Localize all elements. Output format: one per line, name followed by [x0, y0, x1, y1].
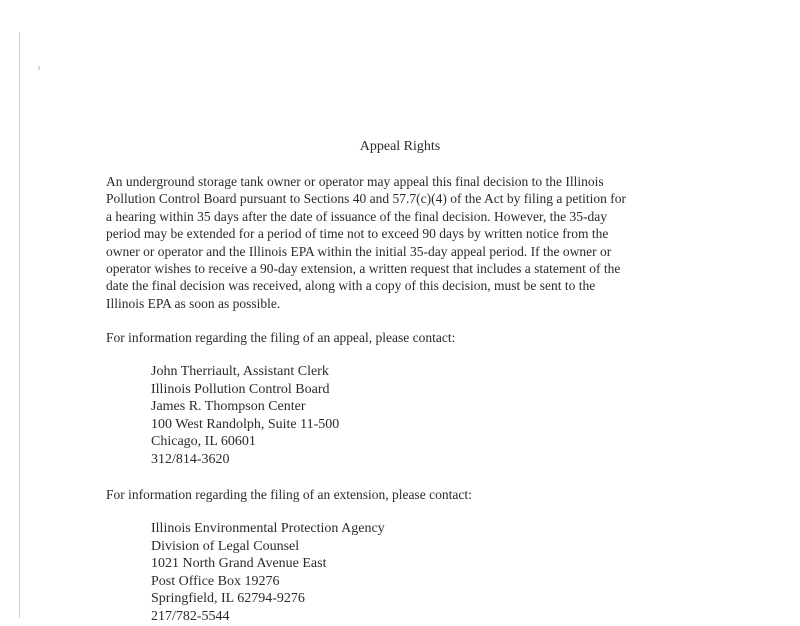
extension-contact-address [151, 520, 385, 626]
address-line: James R. Thompson Center [151, 399, 306, 415]
address-line: Illinois Environmental Protection Agency [151, 521, 385, 536]
page-title: Appeal Rights [359, 139, 441, 154]
paragraph-line: owner or operator and the Illinois EPA within the initial 35-day appeal period. If the owner or [106, 243, 612, 259]
paragraph-line: An underground storage tank owner or operator may appeal this final decision to the Illinois [106, 174, 604, 189]
extension-contact-intro: For information regarding the filing of an extension, please contact: [106, 487, 472, 502]
paragraph-line: Pollution Control Board pursuant to Sections 40 and 57.7(c)(4) of the Act by filing a petition for [106, 191, 627, 207]
address-line: 1021 North Grand Avenue East [151, 556, 327, 572]
address-line: 217/782-5544 [151, 608, 230, 624]
address-line: John Therriault, Assistant Clerk [151, 364, 329, 379]
paragraph-line: Illinois EPA as soon as possible. [106, 295, 281, 311]
paragraph-line: date the final decision was received, along with a copy of this decision, must be sent to the [106, 278, 596, 294]
address-line: Chicago, IL 60601 [151, 434, 256, 450]
address-line: Division of Legal Counsel [151, 538, 300, 554]
address-line: Springfield, IL 62794-9276 [151, 591, 305, 607]
page-edge-line [19, 32, 20, 618]
paragraph-line: operator wishes to receive a 90-day extension, a written request that includes a statement of the [106, 261, 621, 277]
address-line: Post Office Box 19276 [151, 573, 280, 589]
address-line: 312/814-3620 [151, 451, 230, 467]
paragraph-line: a hearing within 35 days after the date of issuance of the final decision. However, the 35-day [106, 208, 608, 224]
scan-speck [38, 66, 40, 70]
address-line: Illinois Pollution Control Board [151, 381, 330, 397]
address-line: 100 West Randolph, Suite 11-500 [151, 416, 340, 432]
paragraph-line: period may be extended for a period of time not to exceed 90 days by written notice from the [106, 226, 609, 242]
appeal-contact-intro: For information regarding the filing of an appeal, please contact: [106, 330, 456, 345]
appeal-contact-address [151, 363, 339, 469]
appeal-rights-paragraph [106, 173, 696, 312]
